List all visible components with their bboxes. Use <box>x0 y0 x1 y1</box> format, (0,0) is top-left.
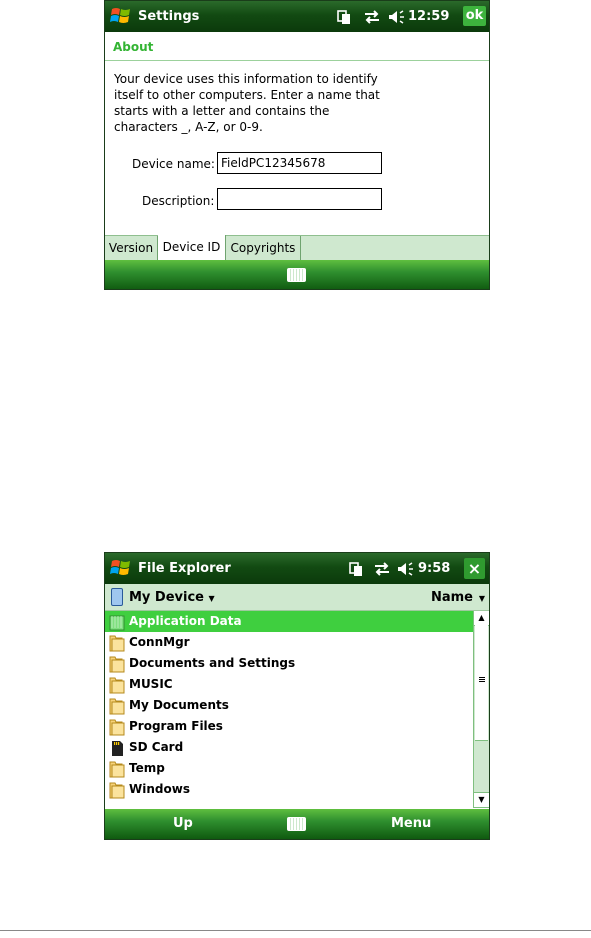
tab-version[interactable]: Version <box>105 236 158 260</box>
settings-screen <box>104 0 490 290</box>
item-name: Temp <box>129 761 165 775</box>
softkey-bar <box>105 260 489 290</box>
scroll-up-arrow[interactable]: ▲ <box>474 611 489 626</box>
tab-strip <box>105 235 489 261</box>
title-bar <box>105 553 489 584</box>
device-name-field[interactable] <box>217 152 382 174</box>
list-item[interactable] <box>105 632 473 653</box>
sync-arrows-icon[interactable] <box>363 8 381 26</box>
folder-icon <box>109 613 125 631</box>
connectivity-icon[interactable] <box>337 8 351 26</box>
chevron-down-icon: ▼ <box>208 594 215 603</box>
file-list <box>105 611 473 811</box>
scroll-thumb[interactable] <box>475 625 488 741</box>
folder-icon <box>109 634 125 652</box>
list-item[interactable] <box>105 737 473 758</box>
window-title: Settings <box>138 9 200 24</box>
windows-start-icon[interactable] <box>109 557 133 579</box>
chevron-down-icon[interactable]: ▼ <box>478 594 485 603</box>
item-name: SD Card <box>129 740 184 754</box>
folder-icon <box>109 760 125 778</box>
tab-device-id[interactable]: Device ID <box>158 235 226 261</box>
folder-icon <box>109 781 125 799</box>
location-bar <box>105 584 489 611</box>
windows-start-icon[interactable] <box>109 5 133 27</box>
folder-icon <box>109 676 125 694</box>
item-name: Windows <box>129 782 190 796</box>
folder-icon <box>109 718 125 736</box>
list-item[interactable] <box>105 716 473 737</box>
list-item[interactable] <box>105 611 473 632</box>
clock[interactable]: 9:58 <box>418 561 451 576</box>
tab-copyrights[interactable]: Copyrights <box>226 236 301 260</box>
device-name-label: Device name: <box>132 157 215 171</box>
file-explorer-screen <box>104 552 490 840</box>
close-button[interactable]: × <box>464 558 485 579</box>
description-line: starts with a letter and contains the <box>114 104 330 118</box>
item-name: Documents and Settings <box>129 656 296 670</box>
list-item[interactable] <box>105 674 473 695</box>
scroll-down-arrow[interactable]: ▼ <box>474 792 489 808</box>
description-line: Your device uses this information to identify <box>114 72 378 86</box>
item-name: Application Data <box>129 614 242 628</box>
window-title: File Explorer <box>138 561 231 576</box>
keyboard-icon[interactable] <box>287 268 306 282</box>
folder-icon <box>109 697 125 715</box>
up-softkey[interactable]: Up <box>173 816 193 831</box>
description-field[interactable] <box>217 188 382 210</box>
clock[interactable]: 12:59 <box>408 9 450 24</box>
item-name: My Documents <box>129 698 229 712</box>
sd-card-icon <box>109 739 125 757</box>
vertical-scrollbar[interactable] <box>473 611 489 808</box>
list-item[interactable] <box>105 779 473 800</box>
section-title: About <box>113 40 154 54</box>
sync-arrows-icon[interactable] <box>373 560 391 578</box>
volume-icon[interactable] <box>387 8 405 26</box>
softkey-bar <box>105 809 489 839</box>
title-bar <box>105 1 489 32</box>
item-name: MUSIC <box>129 677 173 691</box>
item-name: Program Files <box>129 719 223 733</box>
menu-softkey[interactable]: Menu <box>391 816 432 831</box>
connectivity-icon[interactable] <box>349 560 363 578</box>
device-icon <box>111 588 123 606</box>
page-divider <box>0 930 591 931</box>
grip-icon <box>479 677 485 678</box>
volume-icon[interactable] <box>396 560 414 578</box>
description-text <box>114 71 394 135</box>
ok-button[interactable]: ok <box>463 6 486 26</box>
list-item[interactable] <box>105 695 473 716</box>
list-item[interactable] <box>105 653 473 674</box>
item-name: ConnMgr <box>129 635 190 649</box>
folder-icon <box>109 655 125 673</box>
location-dropdown[interactable] <box>129 590 215 605</box>
section-header <box>105 32 489 61</box>
keyboard-icon[interactable] <box>287 817 306 831</box>
description-label: Description: <box>142 194 215 208</box>
location-label: My Device <box>129 590 204 605</box>
list-item[interactable] <box>105 758 473 779</box>
description-line: characters _, A-Z, or 0-9. <box>114 120 263 134</box>
description-line: itself to other computers. Enter a name that <box>114 88 380 102</box>
sort-dropdown[interactable]: Name <box>430 590 473 605</box>
